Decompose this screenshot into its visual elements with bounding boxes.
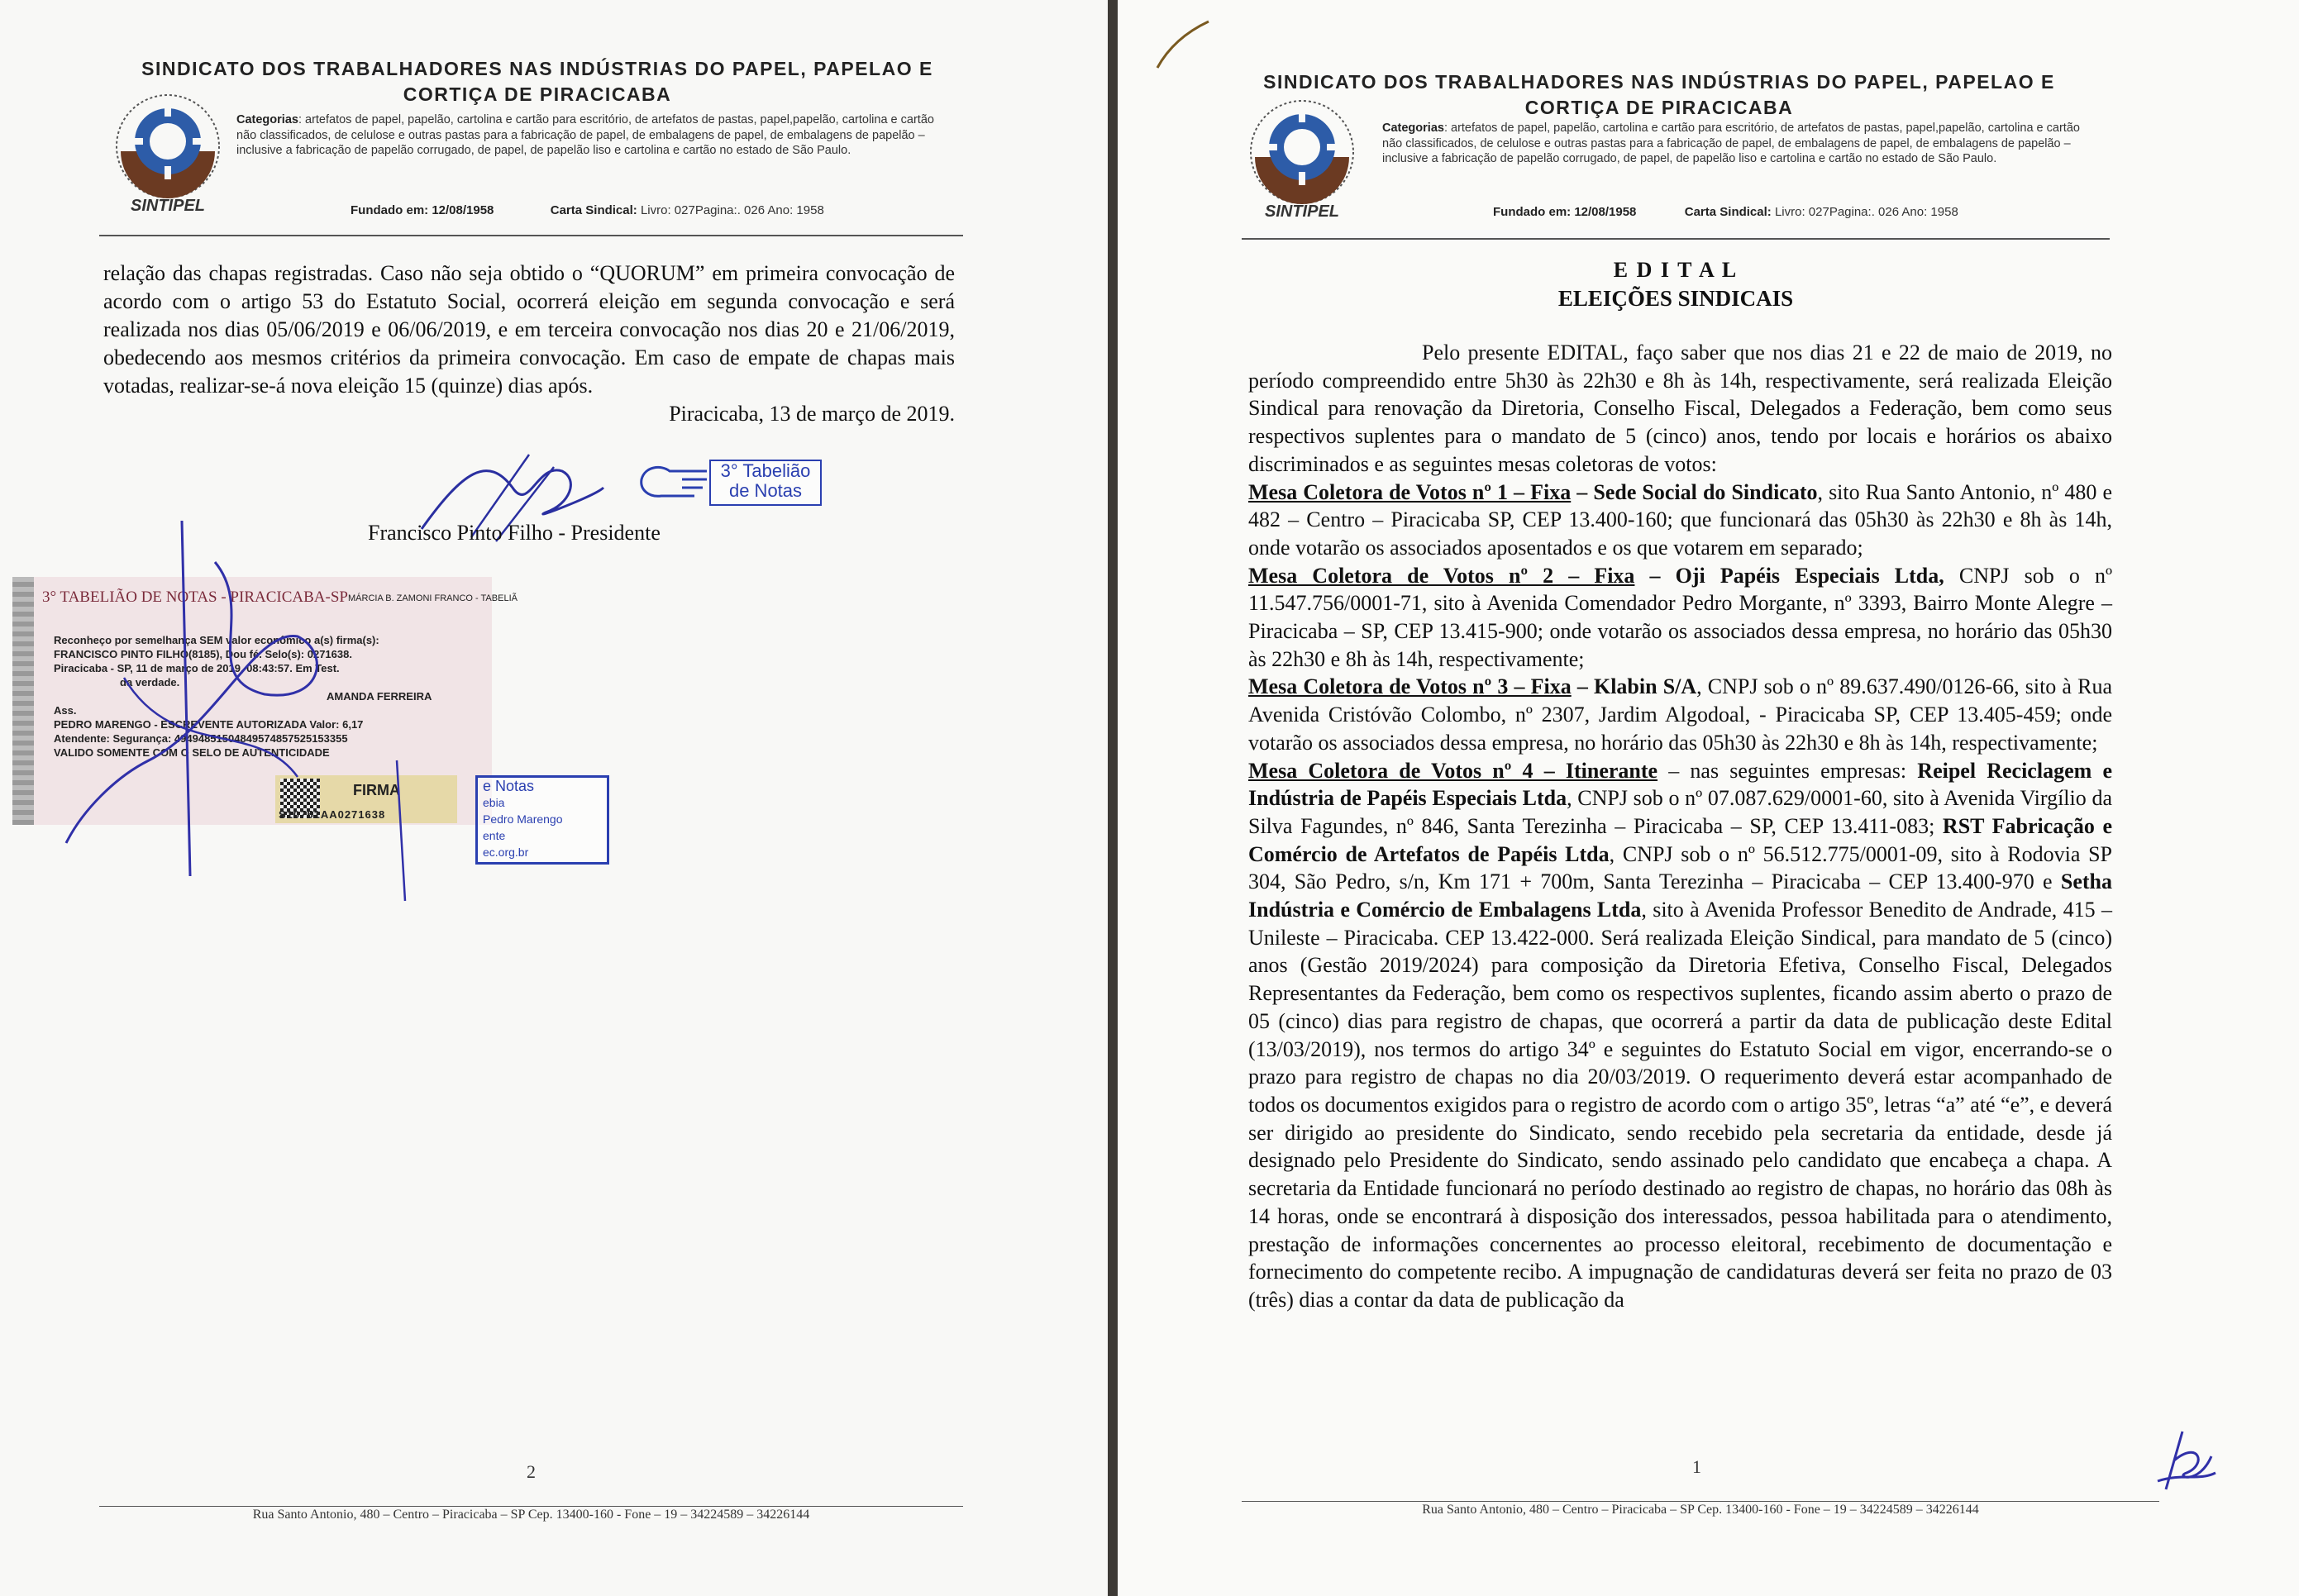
document-page-2: [0, 0, 1108, 1596]
seal-line: Reconheço por semelhança SEM valor econômico a(s) firma(s):: [54, 634, 379, 646]
footer-address: Rua Santo Antonio, 480 – Centro – Piracicaba – SP Cep. 13400-160 - Fone – 19 – 34224589 – 34226144: [1422, 1503, 1979, 1517]
seal-line: PEDRO MARENGO - ESCREVENTE AUTORIZADA Valor: 6,17: [54, 718, 364, 731]
pointing-hand-icon: [637, 461, 711, 503]
footer-rule: [1242, 1501, 2159, 1502]
notary-stamp-box: [475, 775, 609, 865]
footer-address: Rua Santo Antonio, 480 – Centro – Piracicaba – SP Cep. 13400-160 - Fone – 19 – 34224589 – 34226144: [252, 1508, 810, 1522]
stamp-box-line: e Notas: [483, 778, 535, 794]
footer-rule: [99, 1506, 963, 1507]
document-page-1: [1118, 0, 2299, 1596]
selo-code: S10751AA0271638: [279, 808, 386, 821]
union-name-line1: SINDICATO DOS TRABALHADORES NAS INDÚSTRIAS DO PAPEL, PAPELAO E: [141, 58, 933, 79]
letterhead: [0, 0, 1108, 240]
founding-info: Fundado em: 12/08/1958 Carta Sindical: Livro: 027Pagina:. 026 Ano: 1958: [351, 203, 824, 217]
edital-title: [1242, 258, 2110, 312]
union-name-line1: SINDICATO DOS TRABALHADORES NAS INDÚSTRIAS DO PAPEL, PAPELAO E: [1263, 71, 2055, 93]
seal-line: Piracicaba - SP, 11 de março de 2019, 08:43:57. Em Test.: [54, 662, 340, 674]
svg-text:SINTIPEL: SINTIPEL: [1264, 202, 1340, 221]
mesa-4: Mesa Coletora de Votos nº 4 – Itinerante – nas seguintes empresas: Reipel Reciclagem e Indústria de Papéis Especiais Ltda, CNPJ sob o nº 07.087.629/0001-60, sito à Avenida Virgílio da Silva Fagundes, nº 846, Santa Terezinha – Piracicaba – SP, CEP 13.411-083; RST Fabricação e Comércio de Artefatos de Papéis Ltda, CNPJ sob o nº 56.512.775/0001-09, sito à Rodovia SP 304, São Pedro, s/n, Km 171 + 700m, Santa Terezinha – Piracicaba – CEP 13.400-970 e Setha Indústria e Comércio de Embalagens Ltda, sito à Avenida Professor Benedito de Andrade, 415 – Unileste – Piracicaba. CEP 13.422-000. Será realizada Eleição Sindical, para mandato de 5 (cinco) anos (Gestão 2019/2024) para composição da Diretoria Efetiva, Conselho Fiscal, Delegados Representantes da Federação, bem como os respectivos suplentes, ficando assim aberto o prazo de 05 (cinco) dias para registro de chapas, que ocorrerá a partir da data de publicação deste Edital (13/03/2019), nos termos do artigo 34º e seguintes do Estatuto Social em vigor, encerrando-se o prazo para registro de chapas no dia 20/03/2019. O requerimento deverá estar acompanhado de todos os documentos exigidos para o registro de acordo com o artigo 35º, letras “a” até “e”, e deverá ser dirigido ao presidente do Sindicato, sendo recebido pela secretaria da entidade, desde já designado pelo Presidente do Sindicato, sendo assinado pelo candidato que encabeça a chapa. A secretaria da Entidade funcionará no período destinado ao registro de chapas, no horário das 08h às 14 horas, onde se encontrará à disposição dos interessados, pessoa habilitada para o atendimento, prestação de informações concernentes ao processo eleitoral, recebimento de documentação e fornecimento do competente recibo. A impugnação de candidaturas deverá ser feita no prazo de 03 (três) dias a contar da data de publicação da: [1248, 758, 2113, 1312]
initials-scribble-icon: [2149, 1423, 2224, 1498]
stamp-box-line: Pedro Marengo: [483, 812, 563, 826]
union-name: [1246, 69, 2072, 121]
body-paragraph: relação das chapas registradas. Caso não seja obtido o “QUORUM” em primeira convocação de acordo com o artigo 53 do Estatuto Social, ocorrerá eleição em segunda convocação e será realizada nos dias 05/06/2019 e 06/06/2019, e em terceira convocação nos dias 20 e 21/06/2019, obedecendo aos mesmos critérios da primeira convocação. Em caso de empate de chapas mais votadas, realizar-se-á nova eleição 15 (quinze) dias após.: [103, 261, 955, 398]
mesa-2: Mesa Coletora de Votos nº 2 – Fixa – Oji Papéis Especiais Ltda, CNPJ sob o nº 11.547.756/0001-71, sito à Avenida Comendador Pedro Morgante, nº 3393, Bairro Monte Alegre – Piracicaba – SP, CEP 13.415-900; onde votarão os associados dessa empresa, no horário das 05h30 às 22h30 e 8h às 14h, respectivamente;: [1248, 563, 2113, 671]
date-line: Piracicaba, 13 de março de 2019.: [669, 402, 955, 426]
stamp-line-1: 3° Tabelião: [720, 460, 811, 481]
seal-owner: MÁRCIA B. ZAMONI FRANCO - TABELIÃ: [348, 593, 518, 603]
mesa-1: Mesa Coletora de Votos nº 1 – Fixa – Sede Social do Sindicato, sito Rua Santo Antonio, nº 480 e 482 – Centro – Piracicaba SP, CEP 13.400-160; que funcionará das 05h30 às 22h30 e 8h às 14h, onde votarão os associados aposentados e os que votarem em separado;: [1248, 479, 2113, 560]
letterhead: [1118, 0, 2299, 240]
seal-title: 3° TABELIÃO DE NOTAS - PIRACICABA-SP: [42, 588, 348, 606]
svg-text:SINTIPEL: SINTIPEL: [130, 197, 206, 215]
union-name-line2: CORTIÇA DE PIRACICABA: [403, 83, 672, 105]
body-text: [103, 260, 955, 428]
page-number: 2: [527, 1461, 536, 1482]
seal-line: Ass.: [54, 704, 77, 717]
header-rule: [1242, 238, 2110, 240]
edital-heading: E D I T A L: [1613, 258, 1739, 282]
seal-line: AMANDA FERREIRA: [327, 690, 432, 703]
categories-text: Categorias: artefatos de papel, papelão, cartolina e cartão para escritório, de artefatos de pastas, papel,papelão, cartolina e cartão não classificados, de celulose e outras pastas para a fabricação de papel, de embalagens de papel, de embalagens de papelão – inclusive a fabricação de papelão corrugado, de papel, de papelão liso e cartolina e cartão no estado de São Paulo.: [236, 113, 934, 157]
stamp-box-line: ebia: [483, 796, 505, 809]
intro-paragraph: Pelo presente EDITAL, faço saber que nos dias 21 e 22 de maio de 2019, no período compreendido entre 5h30 às 22h30 e 8h às 14h, respectivamente, será realizada Eleição Sindical para renovação da Diretoria, Conselho Fiscal, Delegados a Federação, bem como seus respectivos suplentes para o mandato de 5 (cinco) anos, tendo por locais e horários os abaixo discriminados e as seguintes mesas coletoras de votos:: [1248, 341, 2112, 476]
stamp-box-line: ente: [483, 829, 506, 842]
union-logo-icon: [1240, 93, 1364, 225]
union-name-line2: CORTIÇA DE PIRACICABA: [1524, 97, 1794, 118]
union-name: [124, 56, 951, 107]
seal-line: VALIDO SOMENTE COM O SELO DE AUTENTICIDADE: [54, 746, 330, 759]
mesa-3: Mesa Coletora de Votos nº 3 – Fixa – Klabin S/A, CNPJ sob o nº 89.637.490/0126-66, sito à Rua Avenida Cristóvão Colombo, nº 2307, Jardim Algodoal, - Piracicaba SP, CEP 13.405-459; onde votarão os associados dessa empresa, no horário das 05h30 às 22h30 e 8h às 14h, respectivamente;: [1248, 674, 2112, 755]
founding-info: Fundado em: 12/08/1958 Carta Sindical: Livro: 027Pagina:. 026 Ano: 1958: [1493, 205, 1958, 219]
page-number: 1: [1692, 1456, 1701, 1477]
stamp-line-2: de Notas: [728, 480, 803, 501]
selo-firma: FIRMA: [353, 782, 400, 798]
header-rule: [99, 235, 963, 236]
seal-line: Atendente: Segurança: 49494851504849574857525153355: [54, 732, 348, 745]
stamp-box-line: ec.org.br: [483, 846, 529, 859]
seal-hologram-strip: [12, 577, 34, 825]
edital-body: [1248, 339, 2112, 1314]
seal-line: da verdade.: [120, 676, 180, 688]
edital-subtitle: ELEIÇÕES SINDICAIS: [1557, 286, 1794, 311]
categories-text: Categorias: artefatos de papel, papelão, cartolina e cartão para escritório, de artefatos de pastas, papel,papelão, cartolina e cartão não classificados, de celulose e outras pastas para a fabricação de papel, de embalagens de papel, de embalagens de papelão – inclusive a fabricação de papelão corrugado, de papel, de papelão liso e cartolina e cartão no estado de São Paulo.: [1382, 121, 2080, 165]
signature-line: Francisco Pinto Filho - Presidente: [368, 521, 661, 545]
seal-signature-scribble-icon: [50, 512, 430, 901]
union-logo-icon: [106, 87, 230, 219]
tabeliao-stamp: [709, 460, 822, 506]
seal-line: FRANCISCO PINTO FILHO(8185), Dou fé. Selo(s): 0271638.: [54, 648, 352, 660]
